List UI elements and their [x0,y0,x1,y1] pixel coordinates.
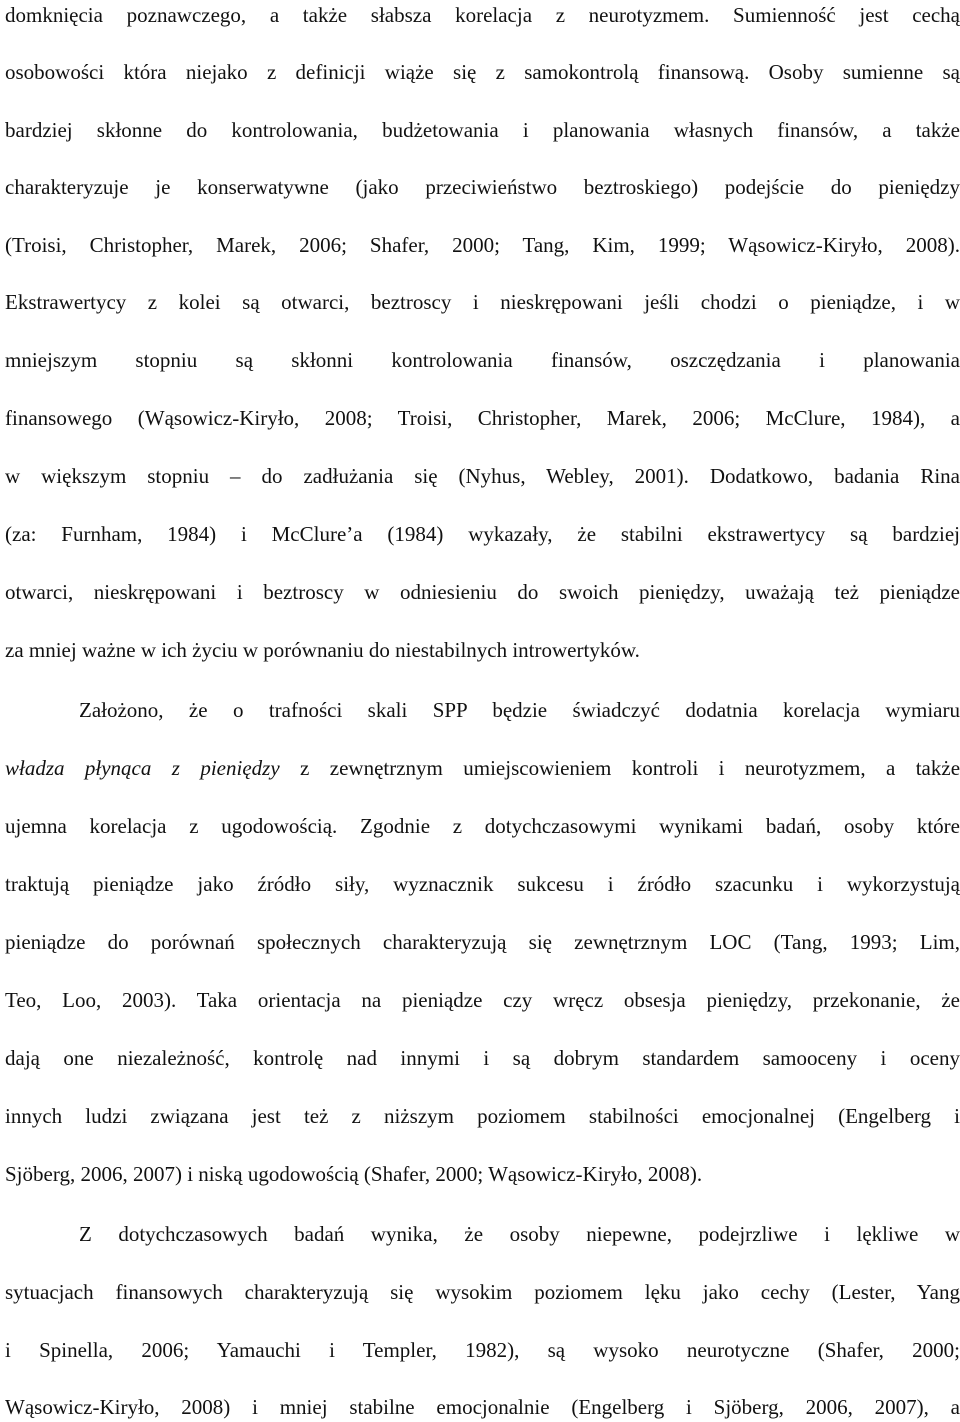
text-line: sytuacjach finansowych charakteryzują się wysokim poziomem lęku jako cechy (Lester, Yang [5,1280,960,1304]
text-line: w większym stopniu – do zadłużania się (Nyhus, Webley, 2001). Dodatkowo, badania Rina [5,464,960,488]
text-line: domknięcia poznawczego, a także słabsza korelacja z neurotyzmem. Sumienność jest cechą [5,3,960,27]
text-line: dają one niezależność, kontrolę nad innymi i są dobrym standardem samooceny i oceny [5,1046,960,1070]
text-line: otwarci, nieskrępowani i beztroscy w odniesieniu do swoich pieniędzy, uważają też pieniądze [5,580,960,604]
text-line: za mniej ważne w ich życiu w porównaniu do niestabilnych introwertyków. [5,638,640,662]
text-line: innych ludzi związana jest też z niższym poziomem stabilności emocjonalnej (Engelberg i [5,1104,960,1128]
text-line: (za: Furnham, 1984) i McClure’a (1984) wykazały, że stabilni ekstrawertycy są bardziej [5,522,960,546]
text-line: Z dotychczasowych badań wynika, że osoby niepewne, podejrzliwe i lękliwe w [79,1222,960,1246]
text-line [5,753,960,783]
text-line: Sjöberg, 2006, 2007) i niską ugodowością (Shafer, 2000; Wąsowicz-Kiryło, 2008). [5,1162,703,1186]
text-line: Wąsowicz-Kiryło, 2008) i mniej stabilne emocjonalnie (Engelberg i Sjöberg, 2006, 2007), a [5,1395,960,1419]
text-line: finansowego (Wąsowicz-Kiryło, 2008; Troisi, Christopher, Marek, 2006; McClure, 1984), a [5,406,960,430]
text-line: ujemna korelacja z ugodowością. Zgodnie z dotychczasowymi wynikami badań, osoby które [5,814,960,838]
text-line: Ekstrawertycy z kolei są otwarci, beztroscy i nieskrępowani jeśli chodzi o pieniądze, i w [5,290,960,314]
text-line: traktują pieniądze jako źródło siły, wyznacznik sukcesu i źródło szacunku i wykorzystują [5,872,960,896]
text-line: i Spinella, 2006; Yamauchi i Templer, 1982), są wysoko neurotyczne (Shafer, 2000; [5,1338,960,1362]
text-line: pieniądze do porównań społecznych charakteryzują się zewnętrznym LOC (Tang, 1993; Lim, [5,930,960,954]
text-span: z zewnętrznym umiejscowieniem kontroli i neurotyzmem, a także [279,756,960,780]
text-line: Teo, Loo, 2003). Taka orientacja na pieniądze czy wręcz obsesja pieniędzy, przekonanie, że [5,988,960,1012]
text-line: Założono, że o trafności skali SPP będzie świadczyć dodatnia korelacja wymiaru [79,698,960,722]
text-line: bardziej skłonne do kontrolowania, budżetowania i planowania własnych finansów, a także [5,118,960,142]
text-line: charakteryzuje je konserwatywne (jako przeciwieństwo beztroskiego) podejście do pieniędzy [5,175,960,199]
italic-term: władza płynąca z pieniędzy [5,756,280,780]
text-line: osobowości która niejako z definicji wiąże się z samokontrolą finansową. Osoby sumienne są [5,60,960,84]
text-line: mniejszym stopniu są skłonni kontrolowania finansów, oszczędzania i planowania [5,348,960,372]
text-line: (Troisi, Christopher, Marek, 2006; Shafer, 2000; Tang, Kim, 1999; Wąsowicz-Kiryło, 2008). [5,233,960,257]
